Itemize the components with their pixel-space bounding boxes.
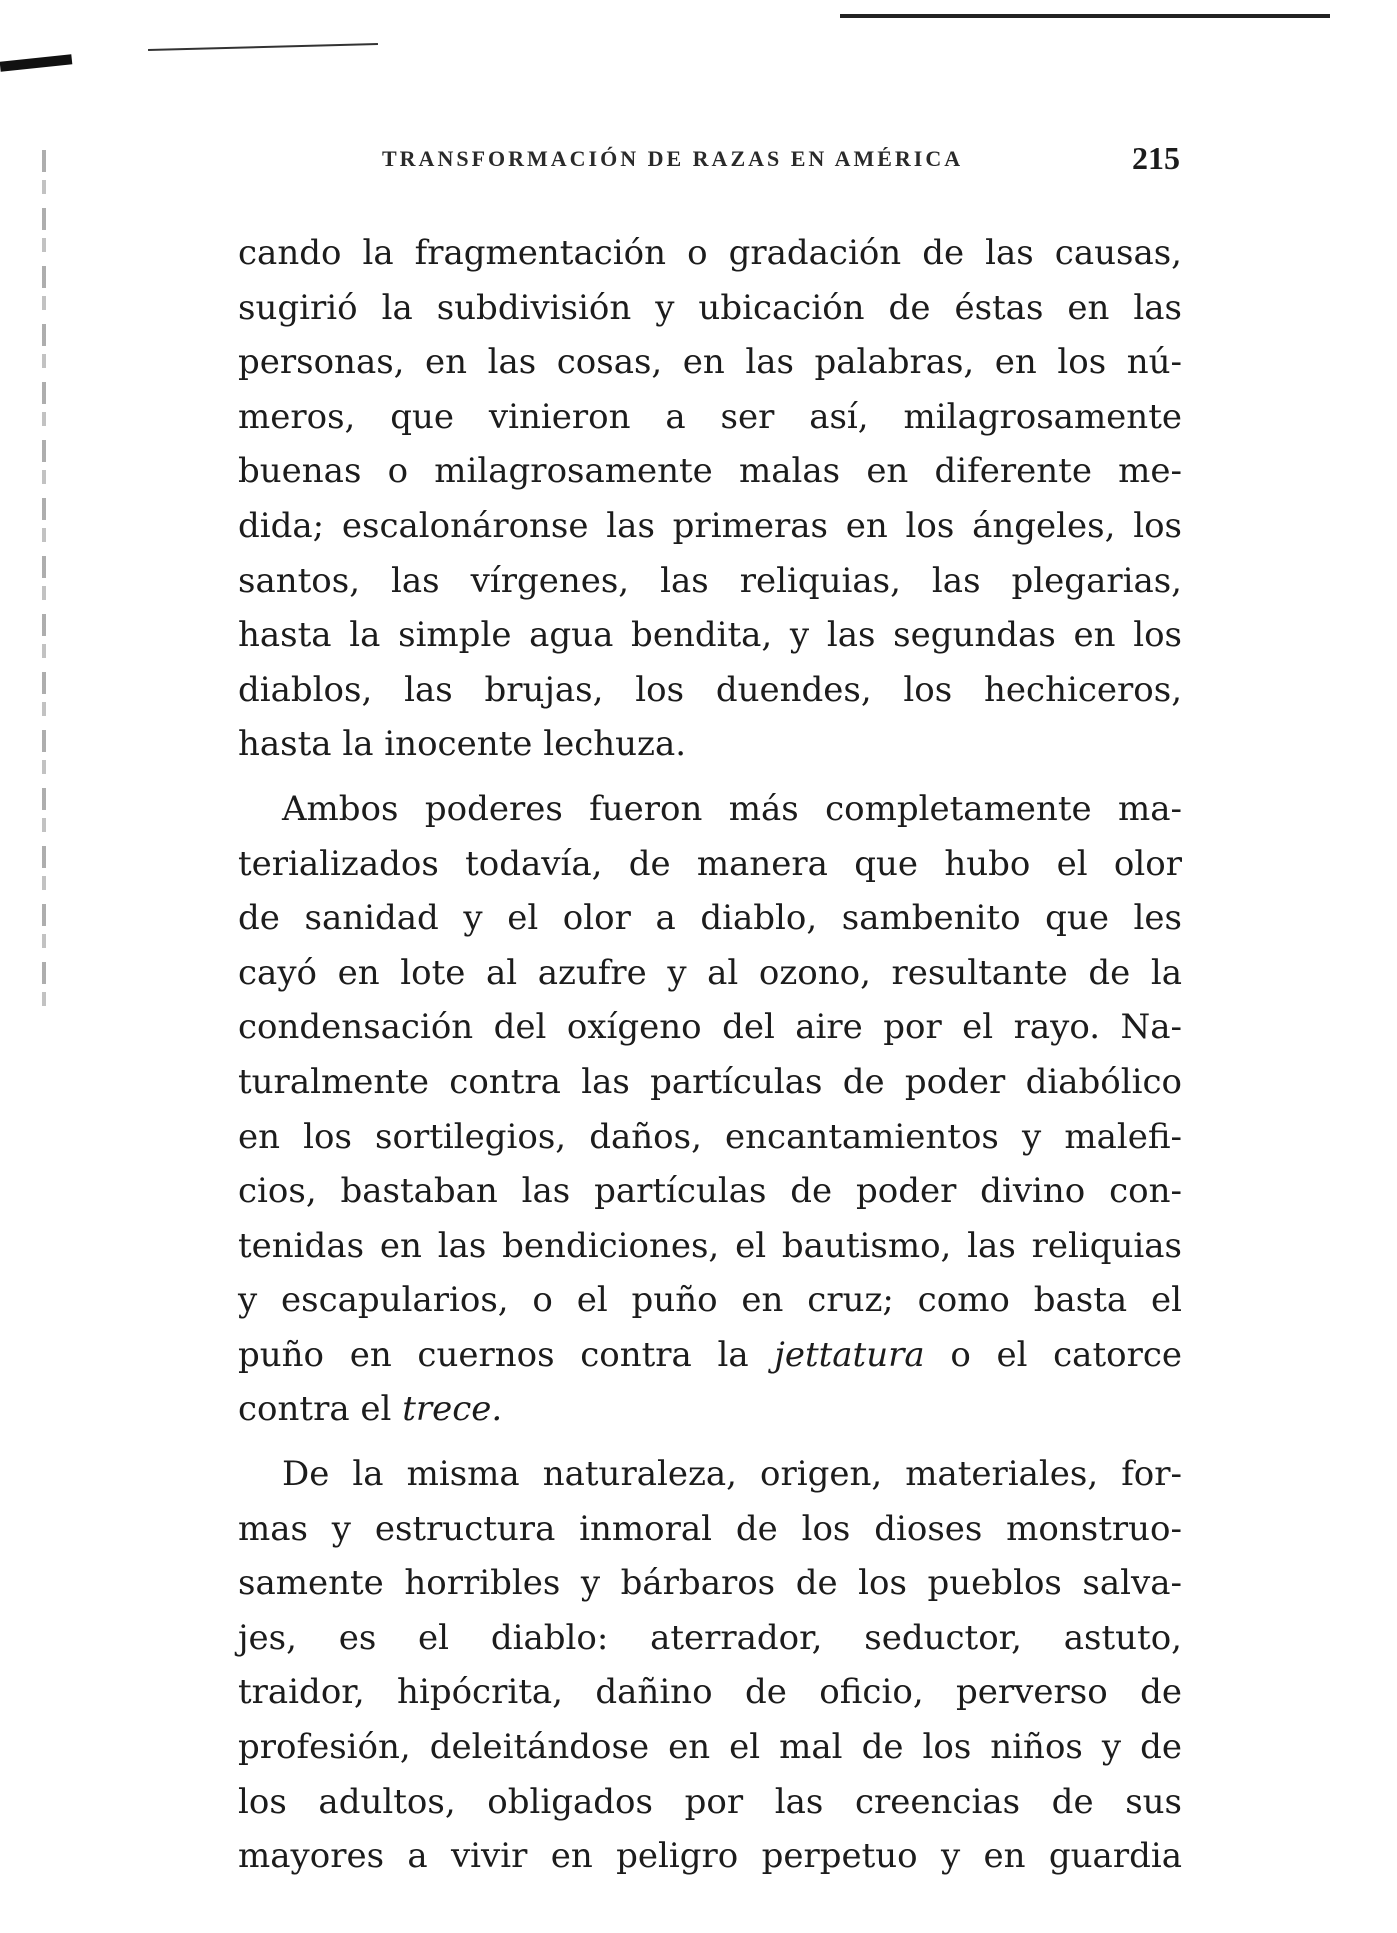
text-run: o el catorce <box>924 1334 1182 1375</box>
text-line: terializados todavía, de manera que hubo el olor <box>238 843 1182 884</box>
text-line: hasta la inocente lechuza. <box>238 724 687 765</box>
text-line: personas, en las cosas, en las palabras, en los nú- <box>238 342 1182 383</box>
text-line: profesión, deleitándose en el mal de los niños y de <box>238 1727 1182 1768</box>
body-text <box>238 226 1182 1884</box>
text-line: y escapularios, o el puño en cruz; como basta el <box>238 1280 1182 1321</box>
text-line: Ambos poderes fueron más completamente ma- <box>282 788 1182 829</box>
text-line: cios, bastaban las partículas de poder divino con- <box>238 1171 1182 1212</box>
text-line: dida; escalonáronse las primeras en los ángeles, los <box>238 505 1182 546</box>
page-number: 215 <box>1132 140 1180 176</box>
text-run: puño en cuernos contra la <box>238 1334 775 1375</box>
text-line: mayores a vivir en peligro perpetuo y en guardia <box>238 1836 1182 1877</box>
text-line-with-italic <box>238 1328 1182 1383</box>
text-line: mas y estructura inmoral de los dioses monstruo- <box>238 1508 1182 1549</box>
scan-page-edge <box>42 150 46 1010</box>
text-line: buenas o milagrosamente malas en diferente me- <box>238 451 1182 492</box>
paragraph-3 <box>238 1447 1182 1884</box>
text-line: condensación del oxígeno del aire por el rayo. Na- <box>238 1007 1182 1048</box>
text-line: diablos, las brujas, los duendes, los hechiceros, <box>238 669 1182 710</box>
text-line: santos, las vírgenes, las reliquias, las plegarias, <box>238 560 1182 601</box>
text-line: de sanidad y el olor a diablo, sambenito que les <box>238 898 1182 939</box>
text-line: en los sortilegios, daños, encantamientos y malefi- <box>238 1116 1182 1157</box>
text-line: hasta la simple agua bendita, y las segundas en los <box>238 615 1182 656</box>
paragraph-gap <box>238 772 1182 782</box>
text-line: meros, que vinieron a ser así, milagrosamente <box>238 396 1182 437</box>
text-line: traidor, hipócrita, dañino de oficio, perverso de <box>238 1672 1182 1713</box>
scan-mark <box>0 54 72 71</box>
italic-term: trece. <box>402 1389 503 1430</box>
paragraph-2 <box>238 782 1182 1437</box>
paragraph-gap <box>238 1437 1182 1447</box>
text-line: los adultos, obligados por las creencias de sus <box>238 1781 1182 1822</box>
text-line: cayó en lote al azufre y al ozono, resultante de la <box>238 952 1182 993</box>
text-line: De la misma naturaleza, origen, materiales, for- <box>282 1454 1182 1495</box>
text-line: samente horribles y bárbaros de los pueblos salva- <box>238 1563 1182 1604</box>
text-run: contra el <box>238 1389 403 1430</box>
text-line: turalmente contra las partículas de poder diabólico <box>238 1061 1182 1102</box>
text-line: sugirió la subdivisión y ubicación de éstas en las <box>238 287 1182 328</box>
scan-rule-top <box>840 14 1330 18</box>
text-line: jes, es el diablo: aterrador, seductor, astuto, <box>238 1617 1182 1658</box>
text-line: tenidas en las bendiciones, el bautismo, las reliquias <box>238 1225 1182 1266</box>
text-line: cando la fragmentación o gradación de las causas, <box>238 233 1182 273</box>
italic-term: jettatura <box>774 1334 925 1375</box>
running-head: TRANSFORMACIÓN DE RAZAS EN AMÉRICA <box>382 146 964 171</box>
page-header <box>240 140 1180 180</box>
scan-rule-left <box>148 43 378 51</box>
text-line-with-italic <box>238 1382 1182 1437</box>
paragraph-1 <box>238 226 1182 772</box>
